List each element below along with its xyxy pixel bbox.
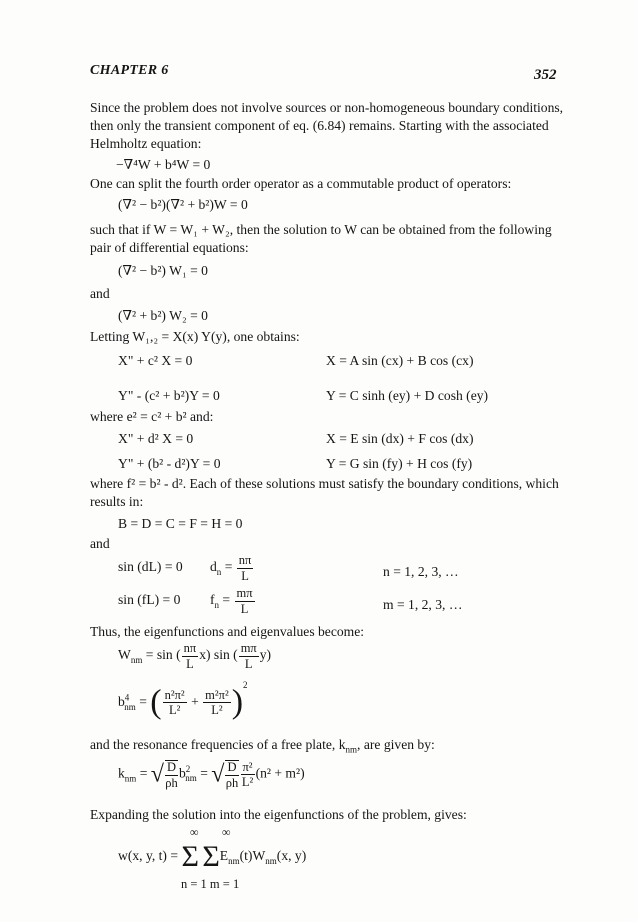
equation-operator-product: (∇² − b²)(∇² + b²)W = 0 [118,197,248,212]
left-paren: ( [150,683,162,721]
bc-condition: sin (dL) = 0 [118,559,183,575]
word-and: and [90,286,110,301]
infinity-upper: ∞ [222,825,231,839]
eq-superscript: 2 [185,764,191,775]
ode-solution: X = A sin (cx) + B cos (cx) [326,353,474,368]
paragraph-line: then only the transient component of eq. (6.84) remains. Starting with the associated [90,118,549,133]
fraction-numerator: m²π² [205,687,229,702]
eq-subscript: nm [345,744,358,755]
fraction-denominator: ρh [225,775,239,790]
right-paren: ) [231,683,244,721]
equation-w1: (∇² − b²) W₁ = 0 [118,263,208,278]
paragraph-line: Since the problem does not involve sources or non-homogeneous boundary conditions, [90,100,564,115]
paragraph-line: Expanding the solution into the eigenfunctions of the problem, gives: [90,807,467,822]
equation-w2: (∇² + b²) W₂ = 0 [118,308,208,323]
paragraph-line: where e² = c² + b² and: [90,409,214,424]
eq-subscript: nm [228,855,240,866]
eq-text: = [139,694,147,709]
ode-solution: Y = G sin (fy) + H cos (fy) [326,456,473,471]
bc-lhs: d [210,559,217,575]
equation-constants: B = D = C = F = H = 0 [118,516,243,531]
bc-lhs: f [210,592,215,608]
sigma-symbol: Σ [181,840,199,873]
eq-text: w(x, y, t) = [118,848,179,864]
eq-subscript: nm [265,855,277,866]
fraction-numerator: n²π² [164,687,185,702]
bc-condition: sin (fL) = 0 [118,592,181,608]
eq-symbol: b [179,765,186,781]
fraction-numerator: nπ [183,641,197,655]
paragraph-line: Helmholtz equation: [90,136,202,151]
ode-solution: X = E sin (dx) + F cos (dx) [326,431,474,446]
eq-symbol: E [219,848,229,864]
eq-superscript: 2 [243,680,248,690]
fraction-denominator: L² [211,703,223,718]
paragraph-text: , are given by: [357,737,435,752]
fraction-numerator: mπ [236,586,253,600]
fraction-denominator: L [240,601,249,616]
eq-text: = [200,765,208,781]
eq-superscript: 4 [124,692,130,703]
eq-subscript: nm [130,654,143,665]
ode-left: Y" - (c² + b²)Y = 0 [118,388,220,403]
equation-series [118,842,306,872]
word-and: and [90,536,110,551]
eq-symbol: k [118,765,125,781]
sqrt-sign: √ [211,761,225,788]
paragraph-line [90,737,435,755]
paragraph-line: One can split the fourth order operator as a commutable product of operators: [90,176,512,191]
paragraph-line: where f² = b² - d². Each of these solutions must satisfy the boundary conditions, which [90,476,559,491]
eq-text: (t)W [239,848,266,864]
eq-symbol: W [118,647,131,663]
ode-left: Y" + (b² - d²)Y = 0 [118,456,221,471]
bc-sub: n [214,599,220,610]
eq-text: (n² + m²) [255,765,305,781]
bc-sub: n [216,566,222,577]
fraction-denominator: L [186,656,194,671]
page-number: 352 [534,67,557,83]
eq-text: y) [259,647,272,663]
ode-left: X" + c² X = 0 [118,353,193,368]
fraction-denominator: L [244,656,253,671]
fraction-numerator: D [166,760,176,774]
summation-limits: n = 1 m = 1 [181,877,240,891]
ode-left: X" + d² X = 0 [118,431,194,446]
sigma-symbol: Σ [202,840,220,873]
eq-text: x) sin ( [199,647,238,663]
fraction-denominator: L² [168,703,181,718]
eq-subscript: nm [124,701,136,712]
equation-eigenfunction [118,642,271,670]
boundary-row-n: sin (dL) = 0 $d_n$ = $\frac{n\pi}{L}$ [118,553,252,583]
paragraph-line: Letting W₁,₂ = X(x) Y(y), one obtains: [90,329,300,344]
infinity-upper: ∞ [190,825,199,839]
paragraph-line: such that if W = W₁ + W₂, then the solution to W can be obtained from the following [90,222,552,237]
ode-solution: Y = C sinh (ey) + D cosh (ey) [326,388,489,403]
chapter-heading: CHAPTER 6 [90,63,169,78]
fraction-denominator: L [241,568,249,583]
fraction-numerator: D [227,760,237,774]
boundary-row-m: sin (fL) = 0 $f_n$ = $\frac{m\pi}{L}$ [118,586,253,616]
paragraph-text: and the resonance frequencies of a free plate, k [90,737,346,752]
eq-text: = [139,765,148,781]
equation-eigenvalue [118,680,248,721]
eq-subscript: nm [124,773,137,784]
eq-text: + [191,694,199,709]
bc-range: m = 1, 2, 3, … [383,597,463,612]
fraction-denominator: ρh [165,775,178,790]
eq-subscript: nm [185,773,197,784]
eq-symbol: b [118,694,125,709]
fraction-denominator: L² [241,775,254,789]
fraction-numerator: nπ [238,553,252,567]
fraction-numerator: π² [242,759,253,774]
paragraph-line: Thus, the eigenfunctions and eigenvalues become: [90,624,365,639]
bc-range: n = 1, 2, 3, … [383,564,459,579]
eq-text: (x, y) [276,848,307,864]
eq-text: = sin ( [145,647,181,663]
paragraph-line: results in: [90,494,144,509]
paragraph-line: pair of differential equations: [90,240,249,255]
sqrt-sign: √ [150,761,164,788]
fraction-numerator: mπ [240,641,257,655]
equation-resonance [118,760,305,789]
equation-helmholtz: −∇⁴W + b⁴W = 0 [116,157,211,172]
